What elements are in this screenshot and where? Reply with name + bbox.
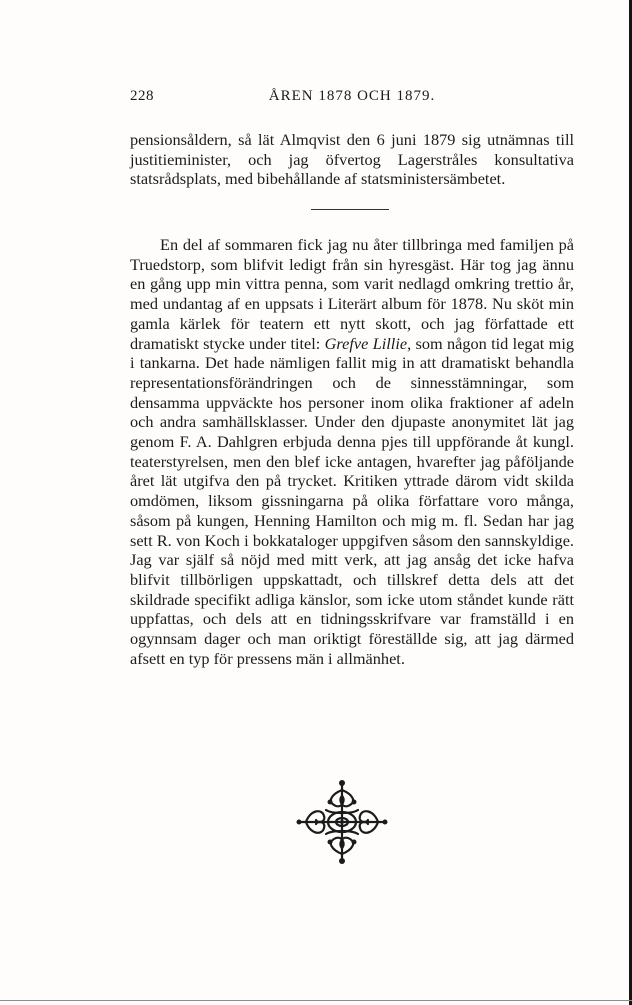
paragraph-2-start: En del af sommaren fick jag nu åter tillbringa med familjen på Truedstorp, som blifvit ledigt från sin hyresgäst. Här tog jag ännu en gång upp min vittra penna, som varit nedlagd omkring trettio år, med undantag af en uppsats i Literärt album för 1878. Nu sköt min gamla kärlek för teatern ett nytt skott, och jag författade ett dramatiskt stycke under titel: (130, 235, 574, 353)
paragraph-1 (130, 130, 574, 189)
paragraph-1-text: pensionsåldern, så lät Almqvist den 6 juni 1879 sig utnämnas till justitieminister, och jag öfvertog Lagerstråles konsultativa statsrådsplats, med bibehållande af statsministersämbetet. (130, 130, 574, 189)
section-divider (311, 209, 389, 210)
page-number: 228 (130, 88, 154, 104)
running-title: ÅREN 1878 OCH 1879. (268, 88, 436, 104)
paragraph-2-text (130, 235, 574, 668)
page-bottom-rule (0, 1000, 632, 1001)
floral-ornament-icon (296, 780, 388, 864)
paragraph-2 (130, 235, 574, 668)
play-title: Grefve Lillie (324, 333, 408, 353)
page-header (130, 88, 574, 110)
paragraph-2-end: , som någon tid legat mig i tankarna. Det hade nämligen fallit mig in att dramatiskt behandla representationsförändringen och de sinnesstämningar, som densamma uppväckte hos personer inom olika fraktioner af adeln och andra samhällsklasser. Under den djupaste anonymitet lät jag genom F. A. Dahlgren erbjuda denna pjes till uppförande åt kungl. teaterstyrelsen, men den blef icke antagen, hvarefter jag påföljande året lät utgifva den på trycket. Kritiken yttrade därom vidt skilda omdömen, liksom gissningarna på olika författare voro många, såsom på kungen, Henning Hamilton och mig m. fl. Sedan har jag sett R. von Koch i bokkataloger uppgifven såsom den sannskyldige. Jag var själf så nöjd med mitt verk, att jag ansåg det icke hafva blifvit tillbörligen uppskattadt, och tillskref detta dels att det skildrade specifikt adliga känslor, som icke utom ståndet kunde rätt uppfattas, och dels att en tidningsskrifvare var framställd i en ogynnsam dager och man oriktigt föreställde sig, att jag därmed afsett en typ för pressens män i allmänhet. (130, 333, 574, 668)
